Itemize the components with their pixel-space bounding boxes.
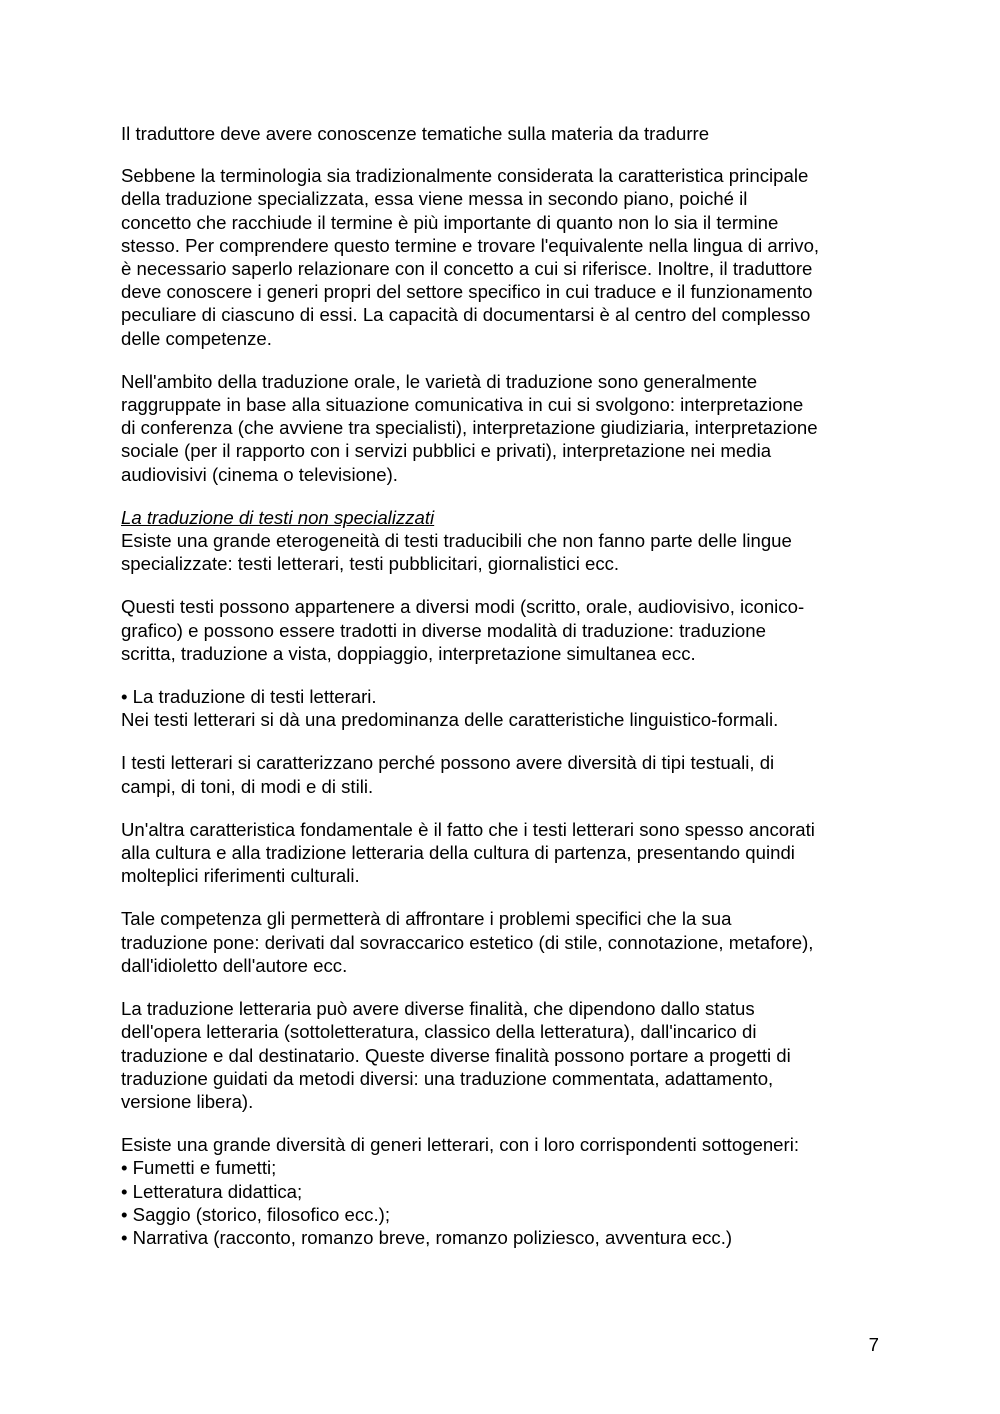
text-line: Un'altra caratteristica fondamentale è il fatto che i testi letterari sono spesso ancorati <box>121 818 815 840</box>
section-heading: La traduzione di testi non specializzati <box>121 506 435 528</box>
text-line: scritta, traduzione a vista, doppiaggio, interpretazione simultanea ecc. <box>121 642 696 664</box>
text-line: dell'opera letteraria (sottoletteratura, classico della letteratura), dall'incarico di <box>121 1021 757 1043</box>
text-line: delle competenze. <box>121 327 272 349</box>
bullet-item: • La traduzione di testi letterari. <box>121 686 377 708</box>
paragraph-competence <box>121 907 891 977</box>
text-line: traduzione e dal destinatario. Queste diverse finalità possono portare a progetti di <box>121 1044 791 1066</box>
text-line: concetto che racchiude il termine è più importante di quanto non lo sia il termine <box>121 211 779 233</box>
page-number: 7 <box>868 1334 879 1355</box>
text-line: campi, di toni, di modi e di stili. <box>121 775 374 797</box>
paragraph-intro <box>121 122 891 145</box>
text-line: molteplici riferimenti culturali. <box>121 865 360 887</box>
bullet-item: • Saggio (storico, filosofico ecc.); <box>121 1203 390 1225</box>
text-line: La traduzione letteraria può avere diverse finalità, che dipendono dallo status <box>121 998 755 1020</box>
text-line: Esiste una grande diversità di generi letterari, con i loro corrispondenti sottogeneri: <box>121 1134 800 1156</box>
text-line: Sebbene la terminologia sia tradizionalmente considerata la caratteristica principale <box>121 165 809 187</box>
text-line: Nei testi letterari si dà una predominanza delle caratteristiche linguistico-formali. <box>121 709 779 731</box>
text-line: di conferenza (che avviene tra specialisti), interpretazione giudiziaria, interpretazione <box>121 417 818 439</box>
text-line: è necessario saperlo relazionare con il concetto a cui si riferisce. Inoltre, il traduttore <box>121 258 813 280</box>
paragraph-non-specialized <box>121 506 891 576</box>
text-line: audiovisivi (cinema o televisione). <box>121 463 398 485</box>
text-line: della traduzione specializzata, essa viene messa in secondo piano, poiché il <box>121 188 748 210</box>
paragraph-literary-features <box>121 751 891 797</box>
text-line: I testi letterari si caratterizzano perché possono avere diversità di tipi testuali, di <box>121 752 775 774</box>
text-line: Il traduttore deve avere conoscenze tematiche sulla materia da tradurre <box>121 123 710 144</box>
paragraph-oral-translation <box>121 370 891 486</box>
text-line: raggruppate in base alla situazione comunicativa in cui si svolgono: interpretazione <box>121 394 804 416</box>
paragraph-modes <box>121 595 891 665</box>
text-line: sociale (per il rapporto con i servizi pubblici e privati), interpretazione nei media <box>121 440 772 462</box>
paragraph-purposes <box>121 997 891 1113</box>
paragraph-literary-translation <box>121 685 891 731</box>
text-line: versione libera). <box>121 1090 254 1112</box>
text-line: peculiare di ciascuno di essi. La capacità di documentarsi è al centro del complesso <box>121 304 811 326</box>
text-line: dall'idioletto dell'autore ecc. <box>121 954 348 976</box>
text-line: Nell'ambito della traduzione orale, le varietà di traduzione sono generalmente <box>121 370 758 392</box>
text-line: traduzione pone: derivati dal sovraccarico estetico (di stile, connotazione, metafore), <box>121 931 814 953</box>
text-line: Questi testi possono appartenere a diversi modi (scritto, orale, audiovisivo, iconico- <box>121 596 805 618</box>
text-line: deve conoscere i generi propri del settore specifico in cui traduce e il funzionamento <box>121 281 813 303</box>
text-line: stesso. Per comprendere questo termine e trovare l'equivalente nella lingua di arrivo, <box>121 234 820 256</box>
text-line: grafico) e possono essere tradotti in diverse modalità di traduzione: traduzione <box>121 619 766 641</box>
text-line: alla cultura e alla tradizione letteraria della cultura di partenza, presentando quindi <box>121 842 795 864</box>
bullet-item: • Fumetti e fumetti; <box>121 1157 277 1179</box>
text-line: Tale competenza gli permetterà di affrontare i problemi specifici che la sua <box>121 908 732 930</box>
text-line: Esiste una grande eterogeneità di testi traducibili che non fanno parte delle lingue <box>121 530 792 552</box>
text-line: specializzate: testi letterari, testi pubblicitari, giornalistici ecc. <box>121 553 620 575</box>
paragraph-genres <box>121 1133 891 1249</box>
bullet-item: • Narrativa (racconto, romanzo breve, romanzo poliziesco, avventura ecc.) <box>121 1226 733 1248</box>
text-line: traduzione guidati da metodi diversi: una traduzione commentata, adattamento, <box>121 1067 774 1089</box>
paragraph-culture <box>121 818 891 888</box>
paragraph-terminology <box>121 164 891 350</box>
bullet-item: • Letteratura didattica; <box>121 1180 303 1202</box>
page-body <box>121 122 891 1269</box>
